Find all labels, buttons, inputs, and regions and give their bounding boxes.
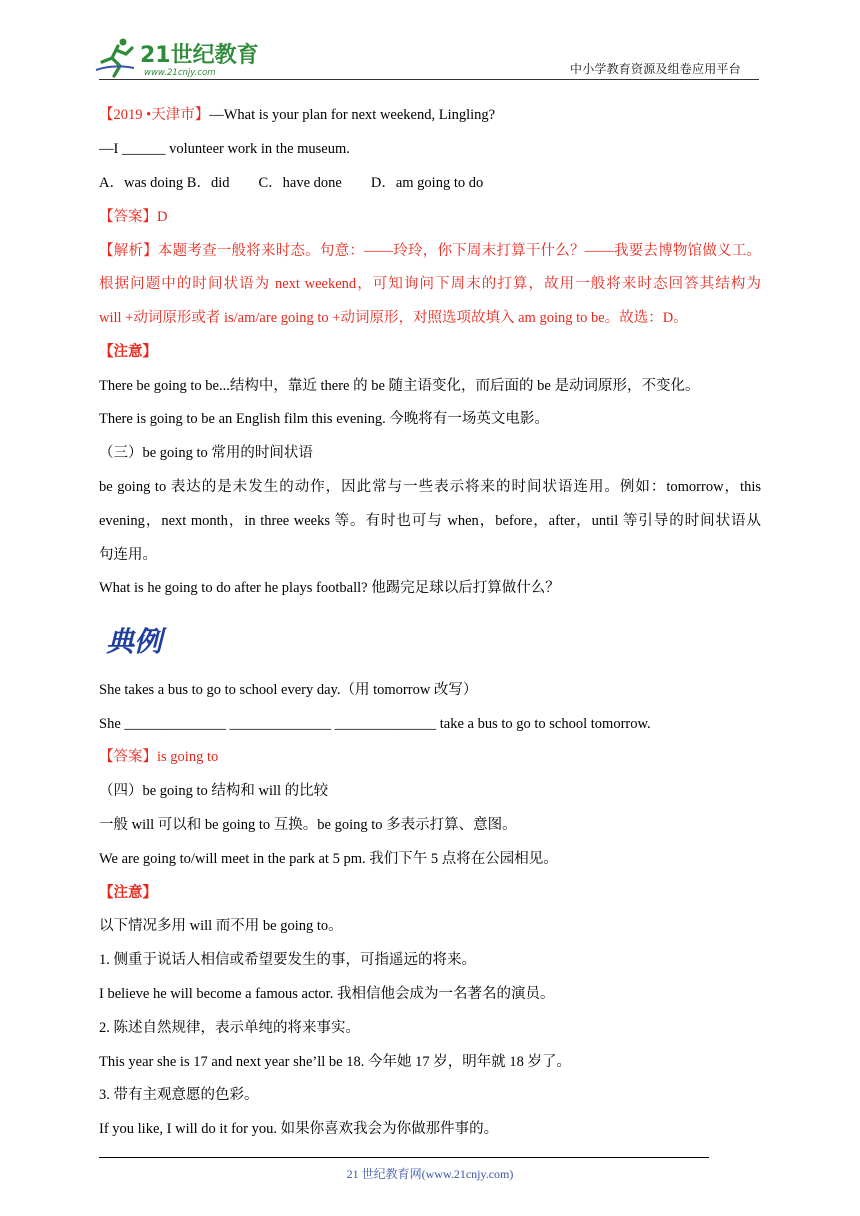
logo [94,36,264,80]
list-item-2: 2. 陈述自然规律，表示单纯的将来事实。 [99,1020,360,1036]
analysis-line-3: will +动词原形或者 is/am/are going to +动词原形，对照选项故填入 am going to be。故选：D。 [99,310,688,326]
question-line-2: —I ______ volunteer work in the museum. [99,141,350,157]
analysis-line-1: 【解析】本题考查一般将来时态。句意：——玲玲，你下周末打算干什么？——我要去博物馆做义工。 [99,243,761,259]
section-4-example: We are going to/will meet in the park at 5 pm. 我们下午 5 点将在公园相见。 [99,851,558,867]
footer-divider [99,1157,709,1158]
section-4-heading: （四）be going to 结构和 will 的比较 [99,783,329,799]
list-item-1: 1. 侧重于说话人相信或希望要发生的事，可指遥远的将来。 [99,952,476,968]
section-3-para-2: evening，next month，in three weeks 等。有时也可与 when，before，after，until 等引导的时间状语从 [99,513,761,529]
example-answer: 【答案】is going to [99,749,219,765]
logo-url: www.21cnjy.com [144,68,216,78]
question-source-tag: 【2019 •天津市】 [99,107,210,123]
list-item-2-example: This year she is 17 and next year she’ll be 18. 今年她 17 岁，明年就 18 岁了。 [99,1054,571,1070]
section-3-para-1: be going to 表达的是未发生的动作，因此常与一些表示将来的时间状语连用。例如：tomorrow，this [99,479,761,495]
list-item-1-example: I believe he will become a famous actor. 我相信他会成为一名著名的演员。 [99,986,555,1002]
answer-options: A．was doing B．did C．have done D．am going to do [99,175,484,191]
page-footer: 21 世纪教育网(www.21cnjy.com) [346,1167,514,1181]
section-4-para-1: 一般 will 可以和 be going to 互换。be going to 多表示打算、意图。 [99,817,517,833]
section-3-heading: （三）be going to 常用的时间状语 [99,445,313,461]
answer-label: 【答案】D [99,209,168,225]
example-question: She takes a bus to go to school every day.（用 tomorrow 改写） [99,682,478,698]
note-text-1: There be going to be...结构中，靠近 there 的 be 随主语变化，而后面的 be 是动词原形，不变化。 [99,378,700,394]
list-item-3: 3. 带有主观意愿的色彩。 [99,1087,259,1103]
question-text: —What is your plan for next weekend, Lingling? [209,107,496,123]
runner-icon [96,39,134,77]
header-platform-name: 中小学教育资源及组卷应用平台 [570,62,741,76]
header-divider [99,79,759,80]
section-3-example: What is he going to do after he plays football? 他踢完足球以后打算做什么？ [99,580,560,596]
svg-text:典例: 典例 [106,625,163,658]
list-item-3-example: If you like, I will do it for you. 如果你喜欢我会为你做那件事的。 [99,1121,499,1137]
example-label-image [104,621,184,661]
note-2-para: 以下情况多用 will 而不用 be going to。 [99,918,343,934]
note-heading: 【注意】 [99,344,157,360]
note-heading-2: 【注意】 [99,885,157,901]
note-text-2: There is going to be an English film this evening. 今晚将有一场英文电影。 [99,411,549,427]
section-3-para-3: 句连用。 [99,547,157,563]
page-header [0,0,860,80]
analysis-line-2: 根据问题中的时间状语为 next weekend，可知询问下周末的打算，故用一般将来时态回答其结构为 [99,276,761,292]
question-line [99,105,495,125]
example-blank-line: She ______________ ______________ ______________ take a bus to go to school tomorrow. [99,716,651,732]
logo-text: 21世纪教育 [140,43,259,68]
